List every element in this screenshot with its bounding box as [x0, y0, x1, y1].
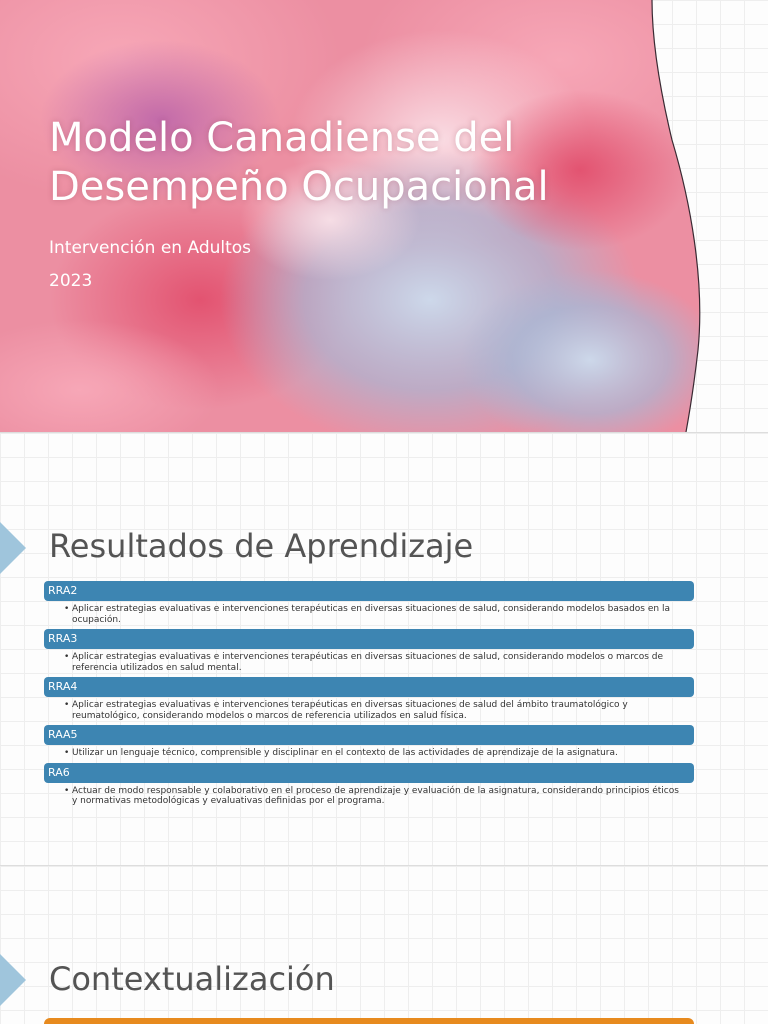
outcome-description-text: Aplicar estrategias evaluativas e intervenciones terapéuticas en diversas situaciones de salud del ámbito traumatológico y reumatológico, considerando modelos o marcos de referencia utilizados en salud física. — [72, 700, 628, 721]
outcome-item — [44, 581, 694, 629]
outcome-item — [44, 629, 694, 677]
outcome-description — [44, 783, 694, 811]
presentation-title — [49, 114, 669, 212]
outcome-description-text: Utilizar un lenguaje técnico, comprensible y disciplinar en el contexto de las actividades de aprendizaje de la asignatura. — [72, 748, 618, 758]
presentation-subtitle: Intervención en Adultos — [49, 238, 252, 258]
bullet-icon: • — [64, 652, 70, 662]
outcome-description — [44, 745, 694, 763]
outcome-item — [44, 763, 694, 811]
outcome-description — [44, 697, 694, 725]
bullet-icon: • — [64, 604, 70, 614]
outcome-description — [44, 649, 694, 677]
outcome-label-bar: RRA4 — [44, 677, 694, 697]
cotton-candy-hero-image — [0, 0, 768, 432]
outcome-label-bar: RRA2 — [44, 581, 694, 601]
outcome-label-bar: RAA5 — [44, 725, 694, 745]
outcomes-list — [44, 581, 694, 811]
learning-outcomes-slide — [0, 433, 768, 865]
outcome-description-text: Actuar de modo responsable y colaborativo en el proceso de aprendizaje y evaluación de la asignatura, considerando principios éticos y normativas metodológicas y evaluativas definidas por el programa. — [72, 785, 679, 806]
bullet-icon: • — [64, 785, 70, 796]
slide-background — [0, 866, 768, 1024]
content-bar — [44, 1018, 694, 1024]
title-line-2: Desempeño Ocupacional — [49, 164, 549, 210]
bullet-icon: • — [64, 748, 70, 758]
outcome-label-bar: RRA3 — [44, 629, 694, 649]
outcome-description — [44, 601, 694, 629]
slide-heading: Contextualización — [49, 960, 335, 998]
presentation-year: 2023 — [49, 271, 93, 291]
slide-heading: Resultados de Aprendizaje — [49, 527, 474, 565]
contextualization-slide — [0, 866, 768, 1024]
bullet-icon: • — [64, 700, 70, 710]
outcome-label-bar: RA6 — [44, 763, 694, 783]
title-line-1: Modelo Canadiense del — [49, 115, 515, 161]
outcome-item — [44, 677, 694, 725]
title-slide — [0, 0, 768, 432]
outcome-description-text: Aplicar estrategias evaluativas e intervenciones terapéuticas en diversas situaciones de salud, considerando modelos basados en la ocupación. — [72, 604, 670, 625]
outcome-item — [44, 725, 694, 763]
outcome-description-text: Aplicar estrategias evaluativas e intervenciones terapéuticas en diversas situaciones de salud, considerando modelos o marcos de referencia utilizados en salud mental. — [72, 652, 664, 673]
